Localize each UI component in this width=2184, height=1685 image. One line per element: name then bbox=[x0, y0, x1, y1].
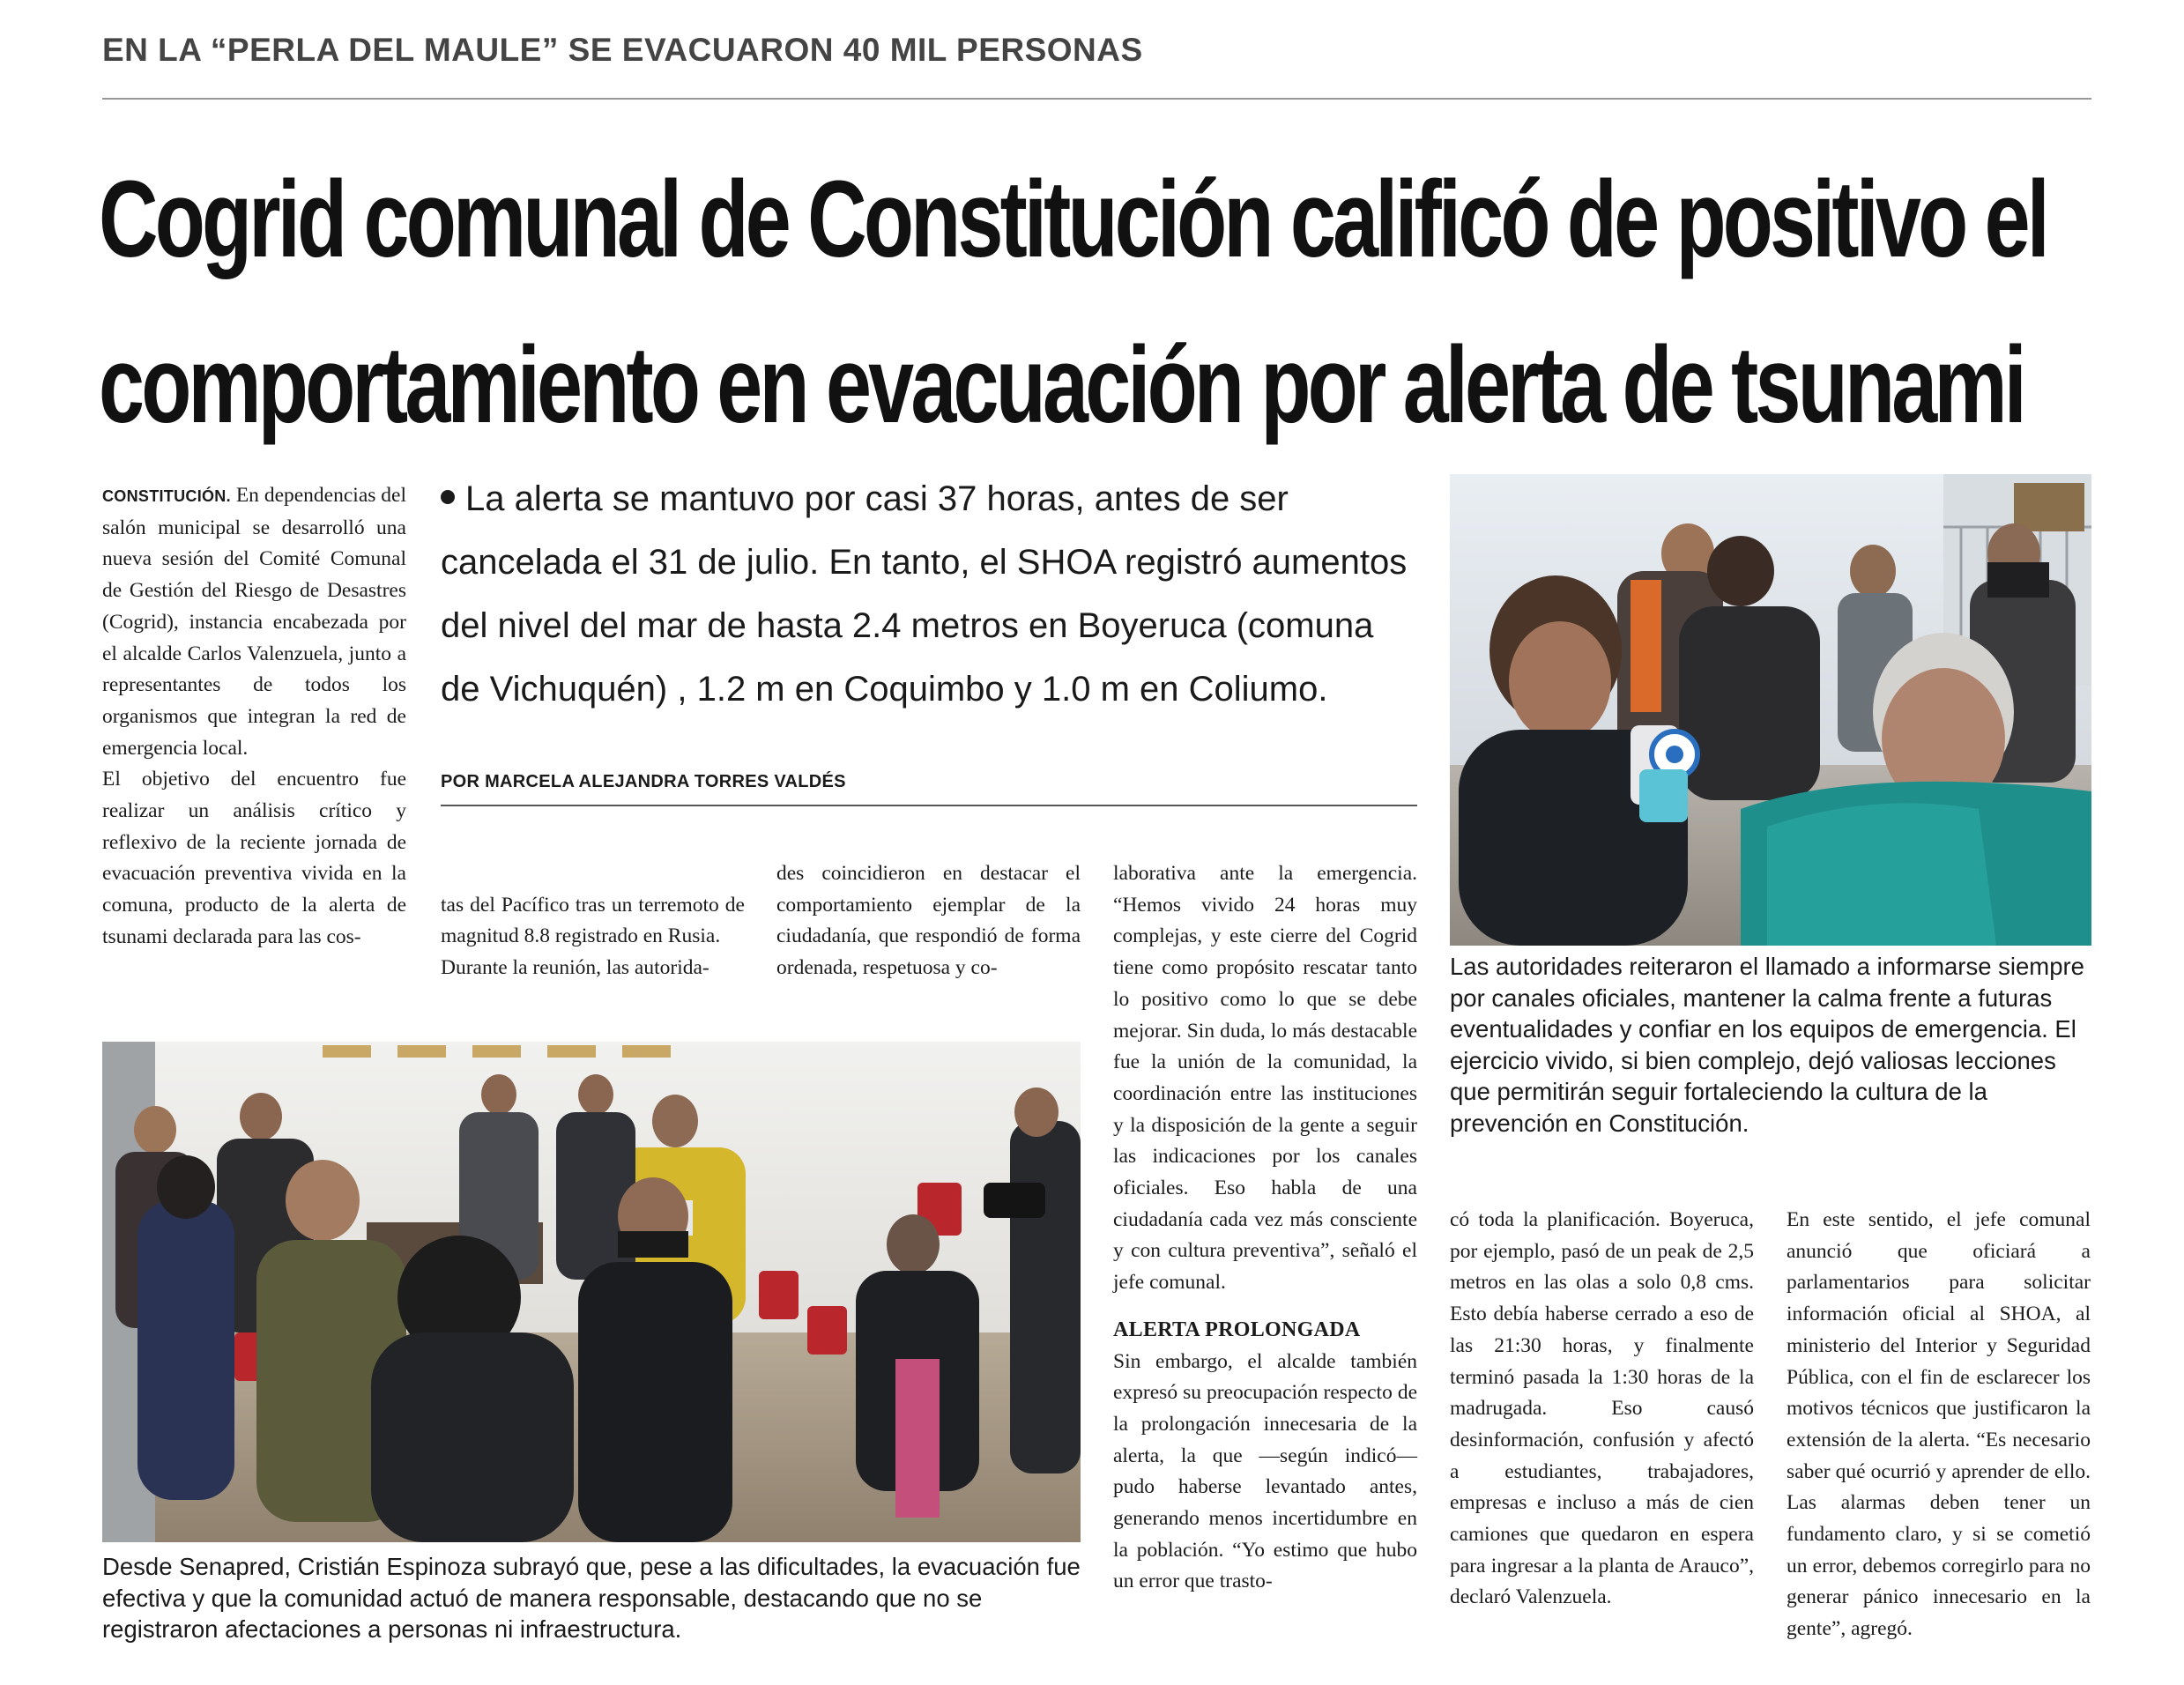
body-column-5 bbox=[1450, 1205, 1754, 1614]
kicker: EN LA “PERLA DEL MAULE” SE EVACUARON 40 MIL PERSONAS bbox=[102, 32, 1143, 68]
intro-paragraph bbox=[102, 480, 406, 764]
deck-text: La alerta se mantuvo por casi 37 horas, antes de ser cancelada el 31 de julio. En tanto, el SHOA registró aumentos del nivel del mar de hasta 2.4 metros en Boyeruca (comuna de Vichuquén) , 1.2 m en Coquimbo y 1.0 m en Coliumo. bbox=[441, 479, 1408, 709]
objective-paragraph: El objetivo del encuentro fue realizar un análisis crítico y reflexivo de la reciente jornada de evacuación preventiva vivida en la comuna, producto de la alerta de tsunami declarada para las cos- bbox=[102, 768, 406, 948]
interview-photo bbox=[1450, 474, 2091, 946]
column-2-text: tas del Pacífico tras un terremoto de magnitud 8.8 registrado en Rusia. Durante la reunión, las autorida- bbox=[441, 893, 745, 980]
headline-line-2: comportamiento en evacuación por alerta de tsunami bbox=[99, 325, 2024, 446]
bullet-icon bbox=[441, 490, 455, 504]
right-photo-caption: Las autoridades reiteraron el llamado a informarse siempre por canales oficiales, mantener la calma frente a futuras eventualidades y confiar en los equipos de emergencia. El ejercicio vivido, si bien complejo, dejó valiosas lecciones que permitirán seguir fortaleciendo la cultura de la prevención en Constitución. bbox=[1450, 953, 2084, 1137]
headline-line-1: Cogrid comunal de Constitución calificó de positivo el bbox=[99, 160, 2047, 280]
byline-rule bbox=[441, 805, 1417, 806]
headline bbox=[99, 137, 2101, 469]
column-4-text: laborativa ante la emergencia. “Hemos vivido 24 horas muy complejas, y este cierre del Cogrid tiene como propósito rescatar tanto lo positivo como lo que se debe mejorar. Sin duda, lo más destacable fue la unión de la comunidad, la coordinación entre las instituciones y la disposición de la gente a seguir las indicaciones por los canales oficiales. Eso habla de una ciudadanía cada vez más consciente y con cultura preventiva”, señaló el jefe comunal. bbox=[1113, 862, 1417, 1295]
byline: POR MARCELA ALEJANDRA TORRES VALDÉS bbox=[441, 772, 846, 791]
left-photo-caption: Desde Senapred, Cristián Espinoza subrayó que, pese a las dificultades, la evacuación fue efectiva y que la comunidad actuó de manera responsable, destacando que no se registraron afectaciones a personas ni infraestructura. bbox=[102, 1553, 1081, 1644]
dateline: CONSTITUCIÓN. bbox=[102, 487, 231, 505]
intro-text: En dependencias del salón municipal se desarrolló una nueva sesión del Comité Comunal de Gestión del Riesgo de Desastres (Cogrid), instancia encabezada por el alcalde Carlos Valenzuela, junto a representantes de todos los organismos que integran la red de emergencia local. bbox=[102, 484, 407, 760]
body-column-1 bbox=[102, 480, 406, 954]
body-column-4 bbox=[1113, 858, 1417, 1598]
deck bbox=[441, 467, 1417, 721]
kicker-rule bbox=[102, 98, 2091, 100]
meeting-photo bbox=[102, 1042, 1081, 1542]
column-5-text: có toda la planificación. Boyeruca, por ejemplo, pasó de un peak de 2,5 metros en las olas a solo 0,8 cms. Esto debía haberse cerrado a eso de las 21:30 horas, y finalmente terminó pasada la 1:30 horas de la madrugada. Eso causó desinformación, confusión y afectó a estudiantes, trabajadores, empresas e incluso a más de cien camiones que quedaron en espera para ingresar a la planta de Arauco”, declaró Valenzuela. bbox=[1450, 1208, 1754, 1609]
column-4-text-2: Sin embargo, el alcalde también expresó su preocupación respecto de la prolongación innecesaria de la alerta, la que —según indicó— pudo haberse levantado antes, generando menos incertidumbre en la población. “Yo estimo que hubo un error que trasto- bbox=[1113, 1349, 1417, 1593]
column-6-text: En este sentido, el jefe comunal anunció que oficiará a parlamentarios para solicitar información oficial al SHOA, al ministerio del Interior y Seguridad Pública, con el fin de esclarecer los motivos técnicos que justificaron la extensión de la alerta. “Es necesario saber qué ocurrió y aprender de ello. Las alarmas deben tener un fundamento claro, y si se cometió un error, debemos corregirlo para no generar pánico innecesario en la gente”, agregó. bbox=[1787, 1208, 2091, 1641]
body-column-2 bbox=[441, 858, 745, 1016]
body-column-6 bbox=[1787, 1205, 2091, 1645]
column-3-text: des coincidieron en destacar el comportamiento ejemplar de la ciudadanía, que respondió de forma ordenada, respetuosa y co- bbox=[776, 862, 1081, 980]
subhead: ALERTA PROLONGADA bbox=[1113, 1318, 1361, 1341]
body-column-3 bbox=[776, 858, 1081, 984]
